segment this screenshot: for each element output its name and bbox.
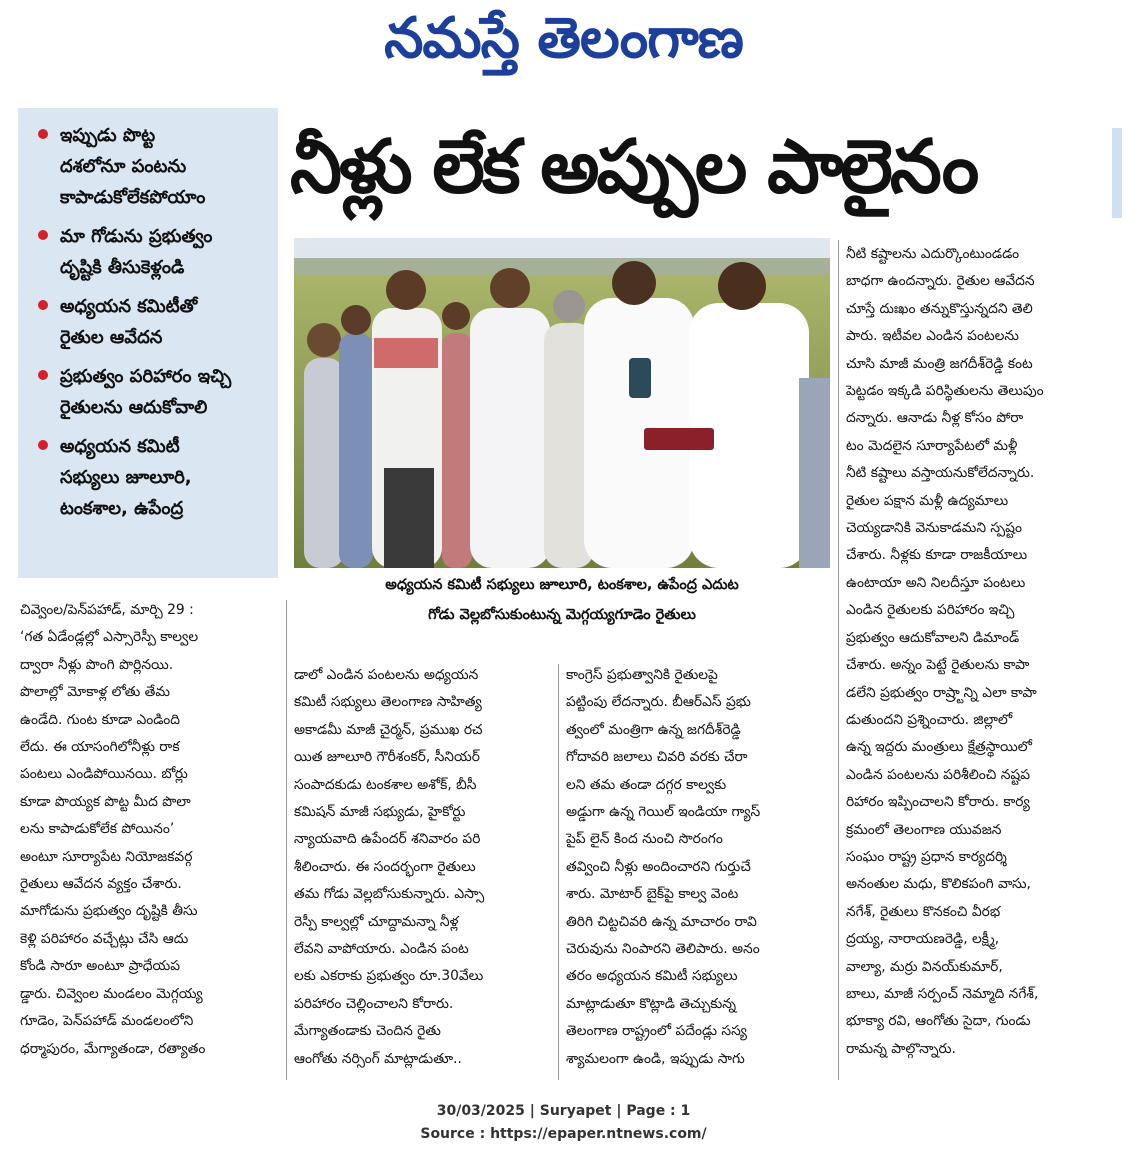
highlight-item [28,120,268,213]
article-line: ఎండిన పంటలను పరిశీలించి నష్టప [846,766,1031,783]
article-line: శారు. మోటార్‌ బైక్‌పై కాల్వ వెంట [566,886,739,903]
bullet-icon [38,230,48,240]
article-line: పారు. ఇటీవల ఎండిన పంటలను [846,328,1019,345]
headline: నీళ్లు లేక అప్పుల పాలైనం [290,124,977,210]
bullet-icon [38,129,48,139]
article-line: తెలంగాణ రాష్ట్రంలో పదేండ్లు సస్య [566,1023,747,1040]
article-line: పైప్‌ లైన్‌ కింద నుంచి సొరంగం [566,831,723,848]
article-line: శీలించారు. ఈ సందర్భంగా రైతులు [294,858,476,875]
article-line: బాలు, మాజీ సర్పంచ్‌ నెమ్మాది నగేశ్‌, [846,985,1039,1002]
article-line: తిరిగి చిట్టచివరి ఉన్న మాచారం రావి [566,913,757,930]
article-line: డాలో ఎండిన పంటలను అధ్యయన [294,667,479,683]
article-line: లకు ఎకరాకు ప్రభుత్వం రూ.30వేలు [294,968,484,985]
article-line: గోదావరి జలాలు చివరి వరకు చేరా [566,749,748,766]
article-line: చూసి మాజీ మంత్రి జగదీశ్‌రెడ్డి కంట [846,355,1033,372]
article-line: సంఘం రాష్ట్ర ప్రధాన కార్యదర్శి [846,848,1007,865]
decorative-bar [1112,128,1122,218]
article-line: పొలాల్లో మోకాళ్ల లోతు తేమ [20,684,170,701]
article-line: కమిషన్‌ మాజీ సభ్యుడు, హైకోర్టు [294,804,466,821]
article-line: త్వంలో మంత్రిగా ఉన్న జగదీశ్‌రెడ్డి [566,721,741,738]
article-column-2 [294,662,549,1073]
article-column-4 [846,241,1111,1063]
column-divider [838,240,839,1080]
article-column-3 [566,662,828,1073]
caption-line: అధ్యయన కమిటీ సభ్యులు జూలూరి, టంకశాల, ఉపేంద్ర ఎదుట [385,577,739,593]
highlight-line: దృష్టికి తీసుకెళ్లండి [60,257,185,278]
article-line: లని తమ తండా దగ్గర కాల్వకు [566,776,727,793]
article-line: భూక్యా రవి, ఆంగోతు సైదా, గుండు [846,1013,1031,1030]
article-line: పెట్టడం ఇక్కడి పరిస్థితులను తెలుపుం [846,383,1044,400]
highlight-line: మా గోడును ప్రభుత్వం [60,226,213,247]
article-line: డుతుందని ప్రశ్నించారు. జిల్లాలో [846,711,1013,728]
masthead [0,0,1127,100]
article-line: యిత జూలూరి గౌరీశంకర్‌, సీనియర్‌ [294,749,480,766]
highlight-item [28,361,268,423]
article-line: చివ్వెంల/పెన్‌పహాడ్‌, మార్చి 29 : [20,602,194,618]
article-line: మాట్లాడుతూ కొట్లాడి తెచ్చుకున్న [566,995,737,1012]
article-line: అంటూ సూర్యాపేట నియోజకవర్గ [20,848,193,865]
highlight-line: టంకశాల, ఉపేంద్ర [60,498,184,519]
source-link[interactable]: Source : https://epaper.ntnews.com/ [420,1126,707,1142]
highlight-item [28,291,268,353]
article-line: డలేని ప్రభుత్వం రాష్ర్టాన్ని ఎలా కాపా [846,684,1037,701]
article-line: చేశారు. అన్నం పెట్టే రైతులను కాపా [846,657,1030,674]
highlight-line: దశలోనూ పంటను [60,156,187,177]
article-line: ధర్మాపురం, మేగ్యాతండా, రత్యాతం [20,1040,206,1057]
highlight-item [28,431,268,524]
column-divider [558,664,559,1080]
field-photo-illustration [294,238,830,568]
article-line: రామన్న పాల్గొన్నారు. [846,1040,956,1057]
article-line: శ్యామలంగా ఉండి, ఇప్పుడు సాగు [566,1050,745,1067]
article-line: క్రమంలో తెలంగాణ యువజన [846,821,1002,838]
article-line: కమిటీ సభ్యులు తెలంగాణ సాహిత్య [294,694,482,711]
edition-info: 30/03/2025 | Suryapet | Page : 1 [436,1103,691,1119]
article-line: చెయ్యడానికి వెనుకాడమని స్పష్టం [846,520,1022,537]
bullet-icon [38,370,48,380]
article-line: ద్రయ్య, నారాయణరెడ్డి, లక్ష్మీ, [846,931,1000,948]
article-line: తమ గోడు వెల్లబోసుకున్నారు. ఎస్సా [294,886,485,903]
article-column-1 [20,597,282,1063]
highlights-box [18,108,278,578]
article-line: రెస్పీ కాల్వల్లో చూద్దామన్నా నీళ్ల [294,913,459,930]
article-line: పరిహారం చెల్లించాలని కోరారు. [294,995,454,1012]
article-line: పట్టింపు లేదన్నారు. బీఆర్‌ఎస్‌ ప్రభు [566,694,751,711]
article-line: కూడా పొయ్యక పొట్ట మీద పొలా [20,793,191,810]
article-line: గూడెం, పెన్‌పహాడ్‌ మండలంలోని [20,1013,194,1030]
highlight-line: సభ్యులు జూలూరి, [60,467,192,488]
highlight-line: అధ్యయన కమిటీ [60,436,180,457]
article-line: లను కాపాడుకోలేక పోయినం’ [20,821,175,838]
highlight-line: కాపాడుకోలేకపోయాం [60,187,206,208]
article-line: డ్డారు. చివ్వెంల మండలం మెగ్గయ్య [20,985,203,1002]
article-line: వాల్యా, మర్రు వినయ్‌కుమార్‌, [846,958,1003,975]
article-line: ద్వారా నీళ్లు పొంగి పొర్లినయి. [20,656,174,673]
article-line: అకాడమీ మాజీ చైర్మన్‌, ప్రముఖ రచ [294,721,483,738]
highlight-line: రైతుల ఆవేదన [60,327,163,348]
article-line: అనంతుల మధు, కొలికపంగి వాసు, [846,876,1031,893]
article-line: నీటి కష్టాలు వస్తాయనుకోలేదన్నారు. [846,465,1035,482]
article-line: నీటి కష్టాలను ఎదుర్కొంటుండడం [846,246,1020,262]
news-photo [294,238,830,568]
article-line: ఉండేది. గుంట కూడా ఎండింది [20,711,180,728]
article-line: న్యాయవాది ఉపేందర్‌ శనివారం పరి [294,831,481,848]
article-line: రిహారం ఇప్పించాలని కోరారు. కార్య [846,794,1030,811]
article-line: కోండి సారూ అంటూ ప్రాధేయప [20,958,181,975]
article-line: చూస్తే దుఃఖం తన్నుకొస్తున్నదని తెలి [846,300,1033,317]
article-line: కెళ్లి పరిహారం వచ్చేట్లు చేసి ఆదు [20,930,189,947]
article-line: టం మెదలైన సూర్యాపేటలో మళ్లీ [846,437,1018,454]
article-line: తరం అధ్యయన కమిటీ సభ్యులు [566,968,738,985]
article-line: రైతులు ఆవేదన వ్యక్తం చేశారు. [20,876,182,893]
article-line: రైతుల పక్షాన మళ్లీ ఉద్యమాలు [846,492,1009,509]
article-line: దన్నారు. ఆనాడు నీళ్ల కోసం పోరా [846,410,1024,427]
highlight-line: ఇప్పుడు పొట్ట [60,125,156,146]
article-line: చెరువును నింపారని తెలిపారు. అనం [566,941,760,958]
article-line: ఉన్న ఇద్దరు మంత్రులు క్షేత్రస్థాయిలో [846,739,1032,756]
article-line: మాగోడును ప్రభుత్వం దృష్టికి తీసు [20,903,198,920]
column-divider [286,600,287,1080]
article-line: లేదు. ఈ యాసంగిలోనీళ్లు రాక [20,739,180,756]
article-line: ఎండిన రైతులకు పరిహారం ఇచ్చి [846,602,1015,619]
article-line: బాధగా ఉందన్నారు. రైతుల ఆవేదన [846,273,1035,290]
highlight-item [28,221,268,283]
article-line: ప్రభుత్వం ఆదుకోవాలని డిమాండ్‌ [846,629,1020,646]
newspaper-logo: నమస్తే తెలంగాణ [384,6,743,71]
article-line: కాంగ్రెస్‌ ప్రభుత్వానికి రైతులపై [566,667,718,683]
photo-caption [294,570,830,630]
article-line: లేవని వాపోయారు. ఎండిన పంట [294,941,469,958]
article-line: నగేశ్‌, రైతులు కొనకంచి వీరభ [846,903,1001,920]
article-line: ఉంటాయా అని నిలదీస్తూ పంటలు [846,574,1026,591]
highlight-line: ప్రభుత్వం పరిహారం ఇచ్చి [60,366,232,387]
article-line: ‘గత ఏడేండ్లల్లో ఎస్సారెస్పీ కాల్వల [20,629,199,646]
article-line: చేశారు. నీళ్లకు కూడా రాజకీయాలు [846,547,1028,564]
article-line: సంపాదకుడు టంకశాల అశోక్‌, బీసీ [294,776,477,793]
bullet-icon [38,440,48,450]
article-line: మేగ్యాతండాకు చెందిన రైతు [294,1023,441,1040]
highlight-line: అధ్యయన కమిటీతో [60,296,198,317]
page-footer [0,1100,1127,1146]
highlight-line: రైతులను ఆదుకోవాలి [60,397,208,418]
bullet-icon [38,300,48,310]
article-line: అడ్డుగా ఉన్న గెయిల్‌ ఇండియా గ్యాస్‌ [566,804,761,821]
article-line: ఆంగోతు నర్సింగ్‌ మాట్లాడుతూ.. [294,1050,462,1067]
article-line: తవ్వించి నీళ్లు అందించారని గుర్తుచే [566,858,751,875]
caption-line: గోడు వెల్లబోసుకుంటున్న మెగ్గయ్యగూడెం రైతులు [428,607,696,623]
article-line: పంటలు ఎండిపోయినయి. బోర్లు [20,766,188,783]
